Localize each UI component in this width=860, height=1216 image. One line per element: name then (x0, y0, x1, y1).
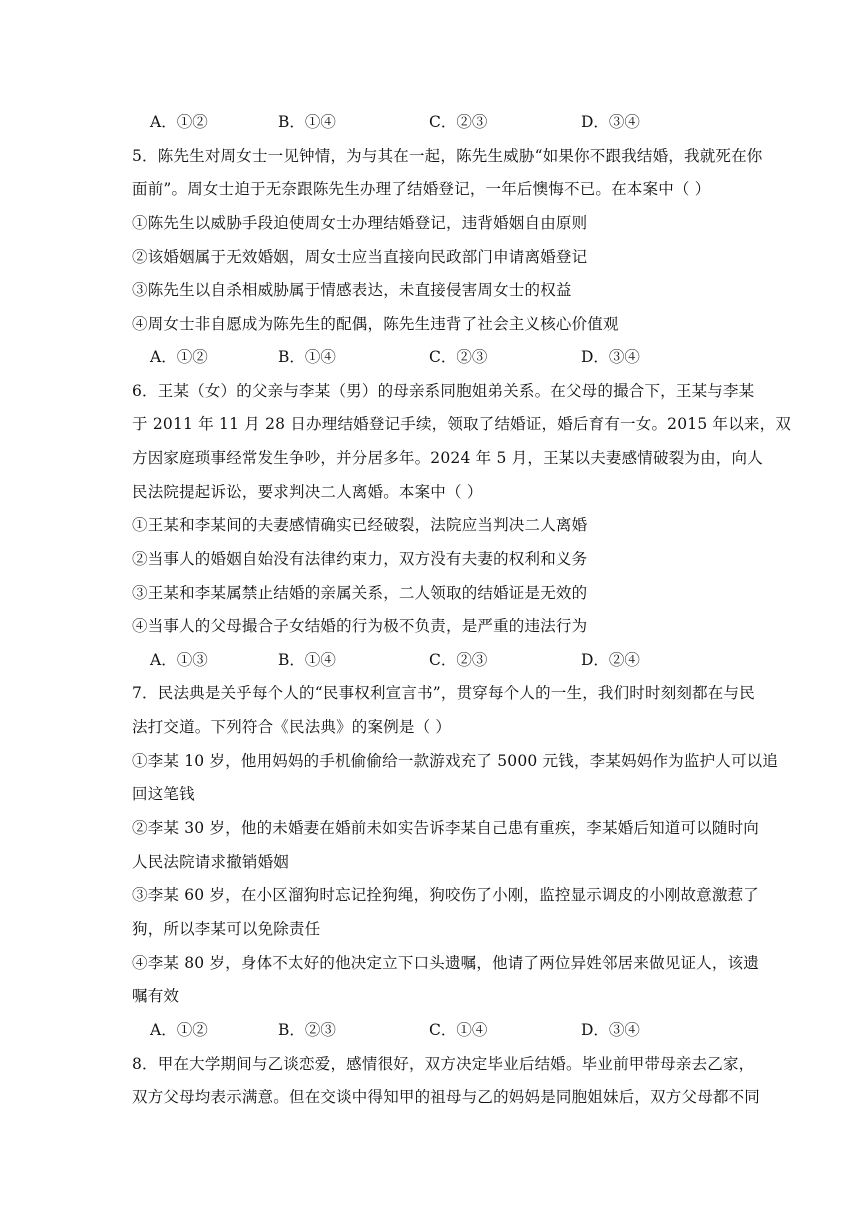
q5-options (150, 346, 710, 368)
q5-statement-3: ③陈先生以自杀相威胁属于情感表达，未直接侵害周女士的权益 (132, 281, 572, 299)
q6-statement-2: ②当事人的婚姻自始没有法律约束力，双方没有夫妻的权利和义务 (132, 550, 588, 568)
q7-statement-1-line-2: 回这笔钱 (132, 785, 195, 803)
q5-statement-1: ①陈先生以威胁手段迫使周女士办理结婚登记，违背婚姻自由原则 (132, 214, 588, 232)
q4-option-a[interactable]: A．①② (150, 113, 208, 131)
q6-statement-1: ①王某和李某间的夫妻感情确实已经破裂，法院应当判决二人离婚 (132, 516, 588, 534)
q5-stem-line-2: 面前”。周女士迫于无奈跟陈先生办理了结婚登记，一年后懊悔不已。在本案中（ ） (132, 180, 711, 198)
q6-options (150, 649, 710, 671)
q7-option-a[interactable]: A．①② (150, 1021, 208, 1039)
q7-statement-4-line-2: 嘱有效 (132, 987, 180, 1005)
q6-stem-line-2: 于 2011 年 11 月 28 日办理结婚登记手续，领取了结婚证，婚后育有一女。2015 年以来，双 (132, 415, 792, 433)
q6-stem-line-4: 民法院提起诉讼，要求判决二人离婚。本案中（ ） (132, 483, 483, 501)
q5-option-d[interactable]: D．③④ (581, 348, 640, 366)
q4-option-d[interactable]: D．③④ (581, 113, 640, 131)
q5-option-a[interactable]: A．①② (150, 348, 208, 366)
q6-statement-4: ④当事人的父母撮合子女结婚的行为极不负责，是严重的违法行为 (132, 617, 588, 635)
q7-option-d[interactable]: D．③④ (581, 1021, 640, 1039)
q4-options (150, 111, 710, 133)
q7-option-b[interactable]: B．②③ (278, 1021, 336, 1039)
q6-stem-line-3: 方因家庭琐事经常发生争吵，并分居多年。2024 年 5 月，王某以夫妻感情破裂为由，向人 (132, 449, 763, 467)
q7-statement-2-line-1: ②李某 30 岁，他的未婚妻在婚前未如实告诉李某自己患有重疾，李某婚后知道可以随时向 (132, 819, 759, 837)
q5-statement-4: ④周女士非自愿成为陈先生的配偶，陈先生违背了社会主义核心价值观 (132, 315, 619, 333)
q7-statement-3-line-2: 狗，所以李某可以免除责任 (132, 920, 321, 938)
q6-option-a[interactable]: A．①③ (150, 651, 208, 669)
q5-statement-2: ②该婚姻属于无效婚姻，周女士应当直接向民政部门申请离婚登记 (132, 248, 588, 266)
q7-statement-1-line-1: ①李某 10 岁，他用妈妈的手机偷偷给一款游戏充了 5000 元钱，李某妈妈作为监护人可以追 (132, 752, 779, 770)
q6-option-c[interactable]: C．②③ (429, 651, 488, 669)
q6-option-d[interactable]: D．②④ (581, 651, 640, 669)
q6-option-b[interactable]: B．①④ (278, 651, 336, 669)
q7-stem-line-1: 7．民法典是关乎每个人的“民事权利宣言书”，贯穿每个人的一生，我们时时刻刻都在与民 (132, 684, 755, 702)
q7-statement-3-line-1: ③李某 60 岁，在小区溜狗时忘记拴狗绳，狗咬伤了小刚，监控显示调皮的小刚故意激惹了 (132, 886, 759, 904)
q4-option-b[interactable]: B．①④ (278, 113, 336, 131)
q8-stem-line-2: 双方父母均表示满意。但在交谈中得知甲的祖母与乙的妈妈是同胞姐妹后，双方父母都不同 (132, 1088, 761, 1106)
q7-statement-4-line-1: ④李某 80 岁，身体不太好的他决定立下口头遗嘱，他请了两位异姓邻居来做见证人，该遗 (132, 954, 759, 972)
q7-statement-2-line-2: 人民法院请求撤销婚姻 (132, 853, 290, 871)
q4-option-c[interactable]: C．②③ (429, 113, 488, 131)
q8-stem-line-1: 8．甲在大学期间与乙谈恋爱，感情很好，双方决定毕业后结婚。毕业前甲带母亲去乙家， (132, 1055, 755, 1073)
q5-option-b[interactable]: B．①④ (278, 348, 336, 366)
q7-option-c[interactable]: C．①④ (429, 1021, 488, 1039)
q6-stem-line-1: 6．王某（女）的父亲与李某（男）的母亲系同胞姐弟关系。在父母的撮合下，王某与李某 (132, 382, 755, 400)
q6-statement-3: ③王某和李某属禁止结婚的亲属关系，二人领取的结婚证是无效的 (132, 584, 588, 602)
q7-options (150, 1019, 710, 1041)
q5-option-c[interactable]: C．②③ (429, 348, 488, 366)
q7-stem-line-2: 法打交道。下列符合《民法典》的案例是（ ） (132, 718, 452, 736)
q5-stem-line-1: 5．陈先生对周女士一见钟情，为与其在一起，陈先生威胁“如果你不跟我结婚，我就死在你 (132, 147, 763, 165)
